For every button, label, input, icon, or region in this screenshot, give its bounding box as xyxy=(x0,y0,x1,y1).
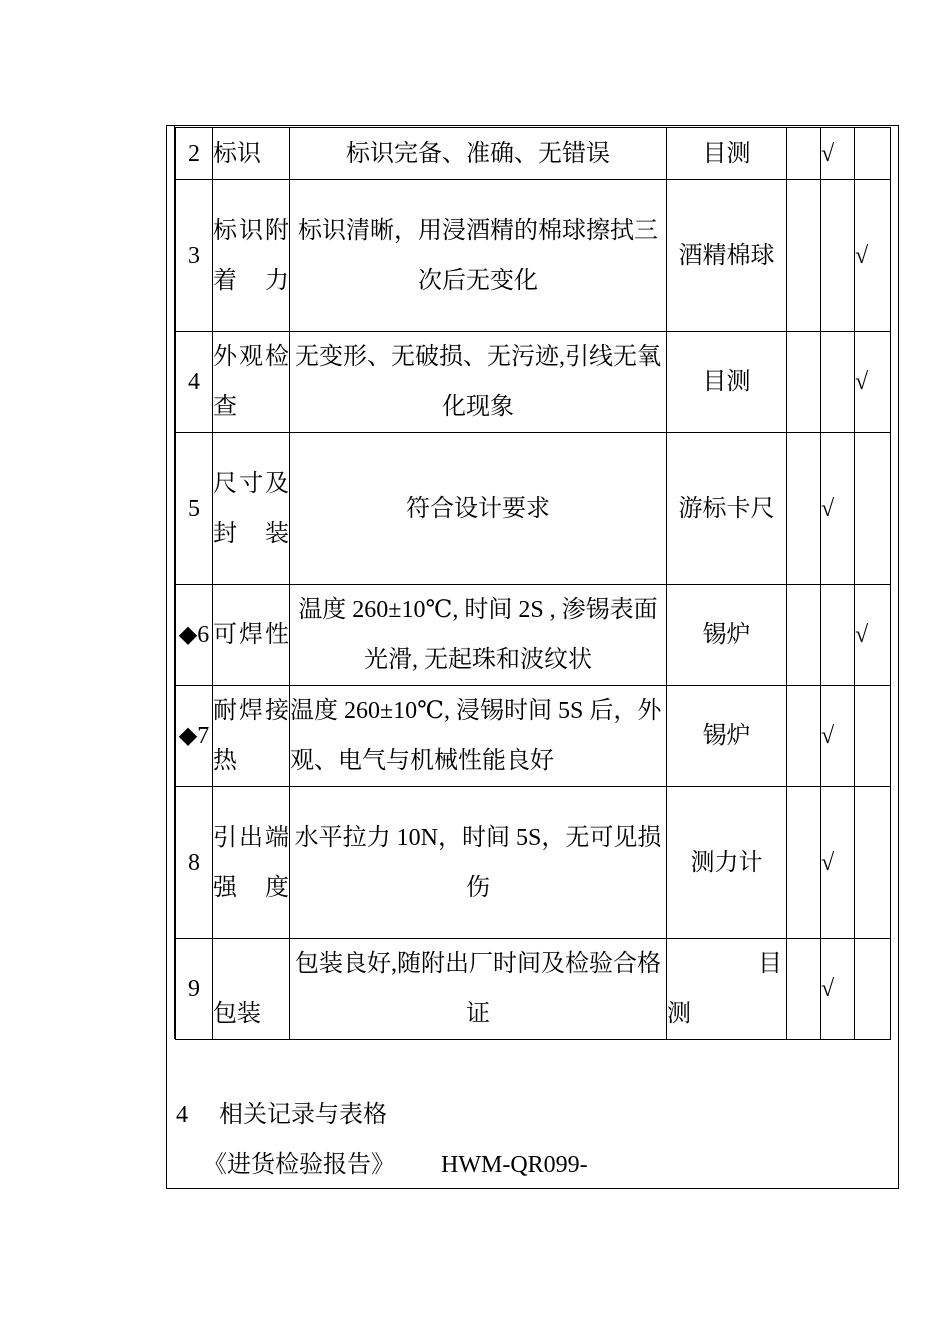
record-name: 《进货检验报告》 xyxy=(203,1152,395,1178)
table-row xyxy=(176,180,891,332)
row-check-2: √ xyxy=(821,787,855,939)
row-requirement: 温度 260±10℃, 时间 2S , 渗锡表面光滑, 无起珠和波纹状 xyxy=(290,585,667,686)
row-number: 2 xyxy=(176,128,213,180)
row-check-3: √ xyxy=(855,180,891,332)
row-check-3 xyxy=(855,433,891,585)
row-requirement: 水平拉力 10N，时间 5S，无可见损伤 xyxy=(290,787,667,939)
row-requirement: 标识清晰，用浸酒精的棉球擦拭三次后无变化 xyxy=(290,180,667,332)
row-number: 5 xyxy=(176,433,213,585)
row-tool: 测力计 xyxy=(667,787,787,939)
row-item: 可焊性 xyxy=(213,585,290,686)
row-tool: 酒精棉球 xyxy=(667,180,787,332)
row-check-1 xyxy=(787,585,821,686)
row-number: 9 xyxy=(176,939,213,1040)
row-check-2: √ xyxy=(821,128,855,180)
row-check-1 xyxy=(787,787,821,939)
row-tool: 锡炉 xyxy=(667,686,787,787)
row-requirement: 温度 260±10℃, 浸锡时间 5S 后，外观、电气与机械性能良好 xyxy=(290,686,667,787)
table-row xyxy=(176,585,891,686)
section-number: 4 xyxy=(176,1102,188,1128)
row-tool: 锡炉 xyxy=(667,585,787,686)
table-row xyxy=(176,787,891,939)
row-requirement: 无变形、无破损、无污迹,引线无氧化现象 xyxy=(290,332,667,433)
row-check-2: √ xyxy=(821,686,855,787)
row-check-3 xyxy=(855,787,891,939)
row-item: 外观检查 xyxy=(213,332,290,433)
row-item: 包装 xyxy=(213,939,290,1040)
section-heading xyxy=(176,1093,387,1137)
row-check-2: √ xyxy=(821,939,855,1040)
row-check-3 xyxy=(855,128,891,180)
row-check-3 xyxy=(855,939,891,1040)
row-item: 标识 xyxy=(213,128,290,180)
table-row xyxy=(176,939,891,1040)
row-tool: 游标卡尺 xyxy=(667,433,787,585)
record-code: HWM-QR099- xyxy=(441,1152,588,1178)
row-check-3 xyxy=(855,686,891,787)
row-requirement: 包装良好,随附出厂时间及检验合格证 xyxy=(290,939,667,1040)
row-tool-top: 目 xyxy=(758,951,782,977)
row-check-2 xyxy=(821,180,855,332)
row-check-1 xyxy=(787,939,821,1040)
row-item: 标识附着力 xyxy=(213,180,290,332)
row-tool xyxy=(667,939,787,1040)
row-tool: 目测 xyxy=(667,128,787,180)
row-requirement: 标识完备、准确、无错误 xyxy=(290,128,667,180)
row-item: 尺寸及封装 xyxy=(213,433,290,585)
row-number: 8 xyxy=(176,787,213,939)
row-check-2 xyxy=(821,585,855,686)
inspection-table xyxy=(175,127,891,1040)
row-number: ◆6 xyxy=(176,585,213,686)
section-title: 相关记录与表格 xyxy=(219,1102,387,1128)
table-row xyxy=(176,686,891,787)
row-check-3: √ xyxy=(855,332,891,433)
row-check-1 xyxy=(787,128,821,180)
row-check-1 xyxy=(787,180,821,332)
row-check-2: √ xyxy=(821,433,855,585)
row-number: 4 xyxy=(176,332,213,433)
row-check-1 xyxy=(787,332,821,433)
row-check-1 xyxy=(787,433,821,585)
row-check-1 xyxy=(787,686,821,787)
row-tool: 目测 xyxy=(667,332,787,433)
row-tool-bottom: 测 xyxy=(667,1001,691,1027)
row-number: ◆7 xyxy=(176,686,213,787)
row-number: 3 xyxy=(176,180,213,332)
table-row xyxy=(176,128,891,180)
record-line xyxy=(203,1143,588,1187)
row-check-2 xyxy=(821,332,855,433)
table-row xyxy=(176,332,891,433)
row-check-3: √ xyxy=(855,585,891,686)
table-row xyxy=(176,433,891,585)
row-requirement: 符合设计要求 xyxy=(290,433,667,585)
row-item: 耐焊接热 xyxy=(213,686,290,787)
row-item: 引出端强度 xyxy=(213,787,290,939)
